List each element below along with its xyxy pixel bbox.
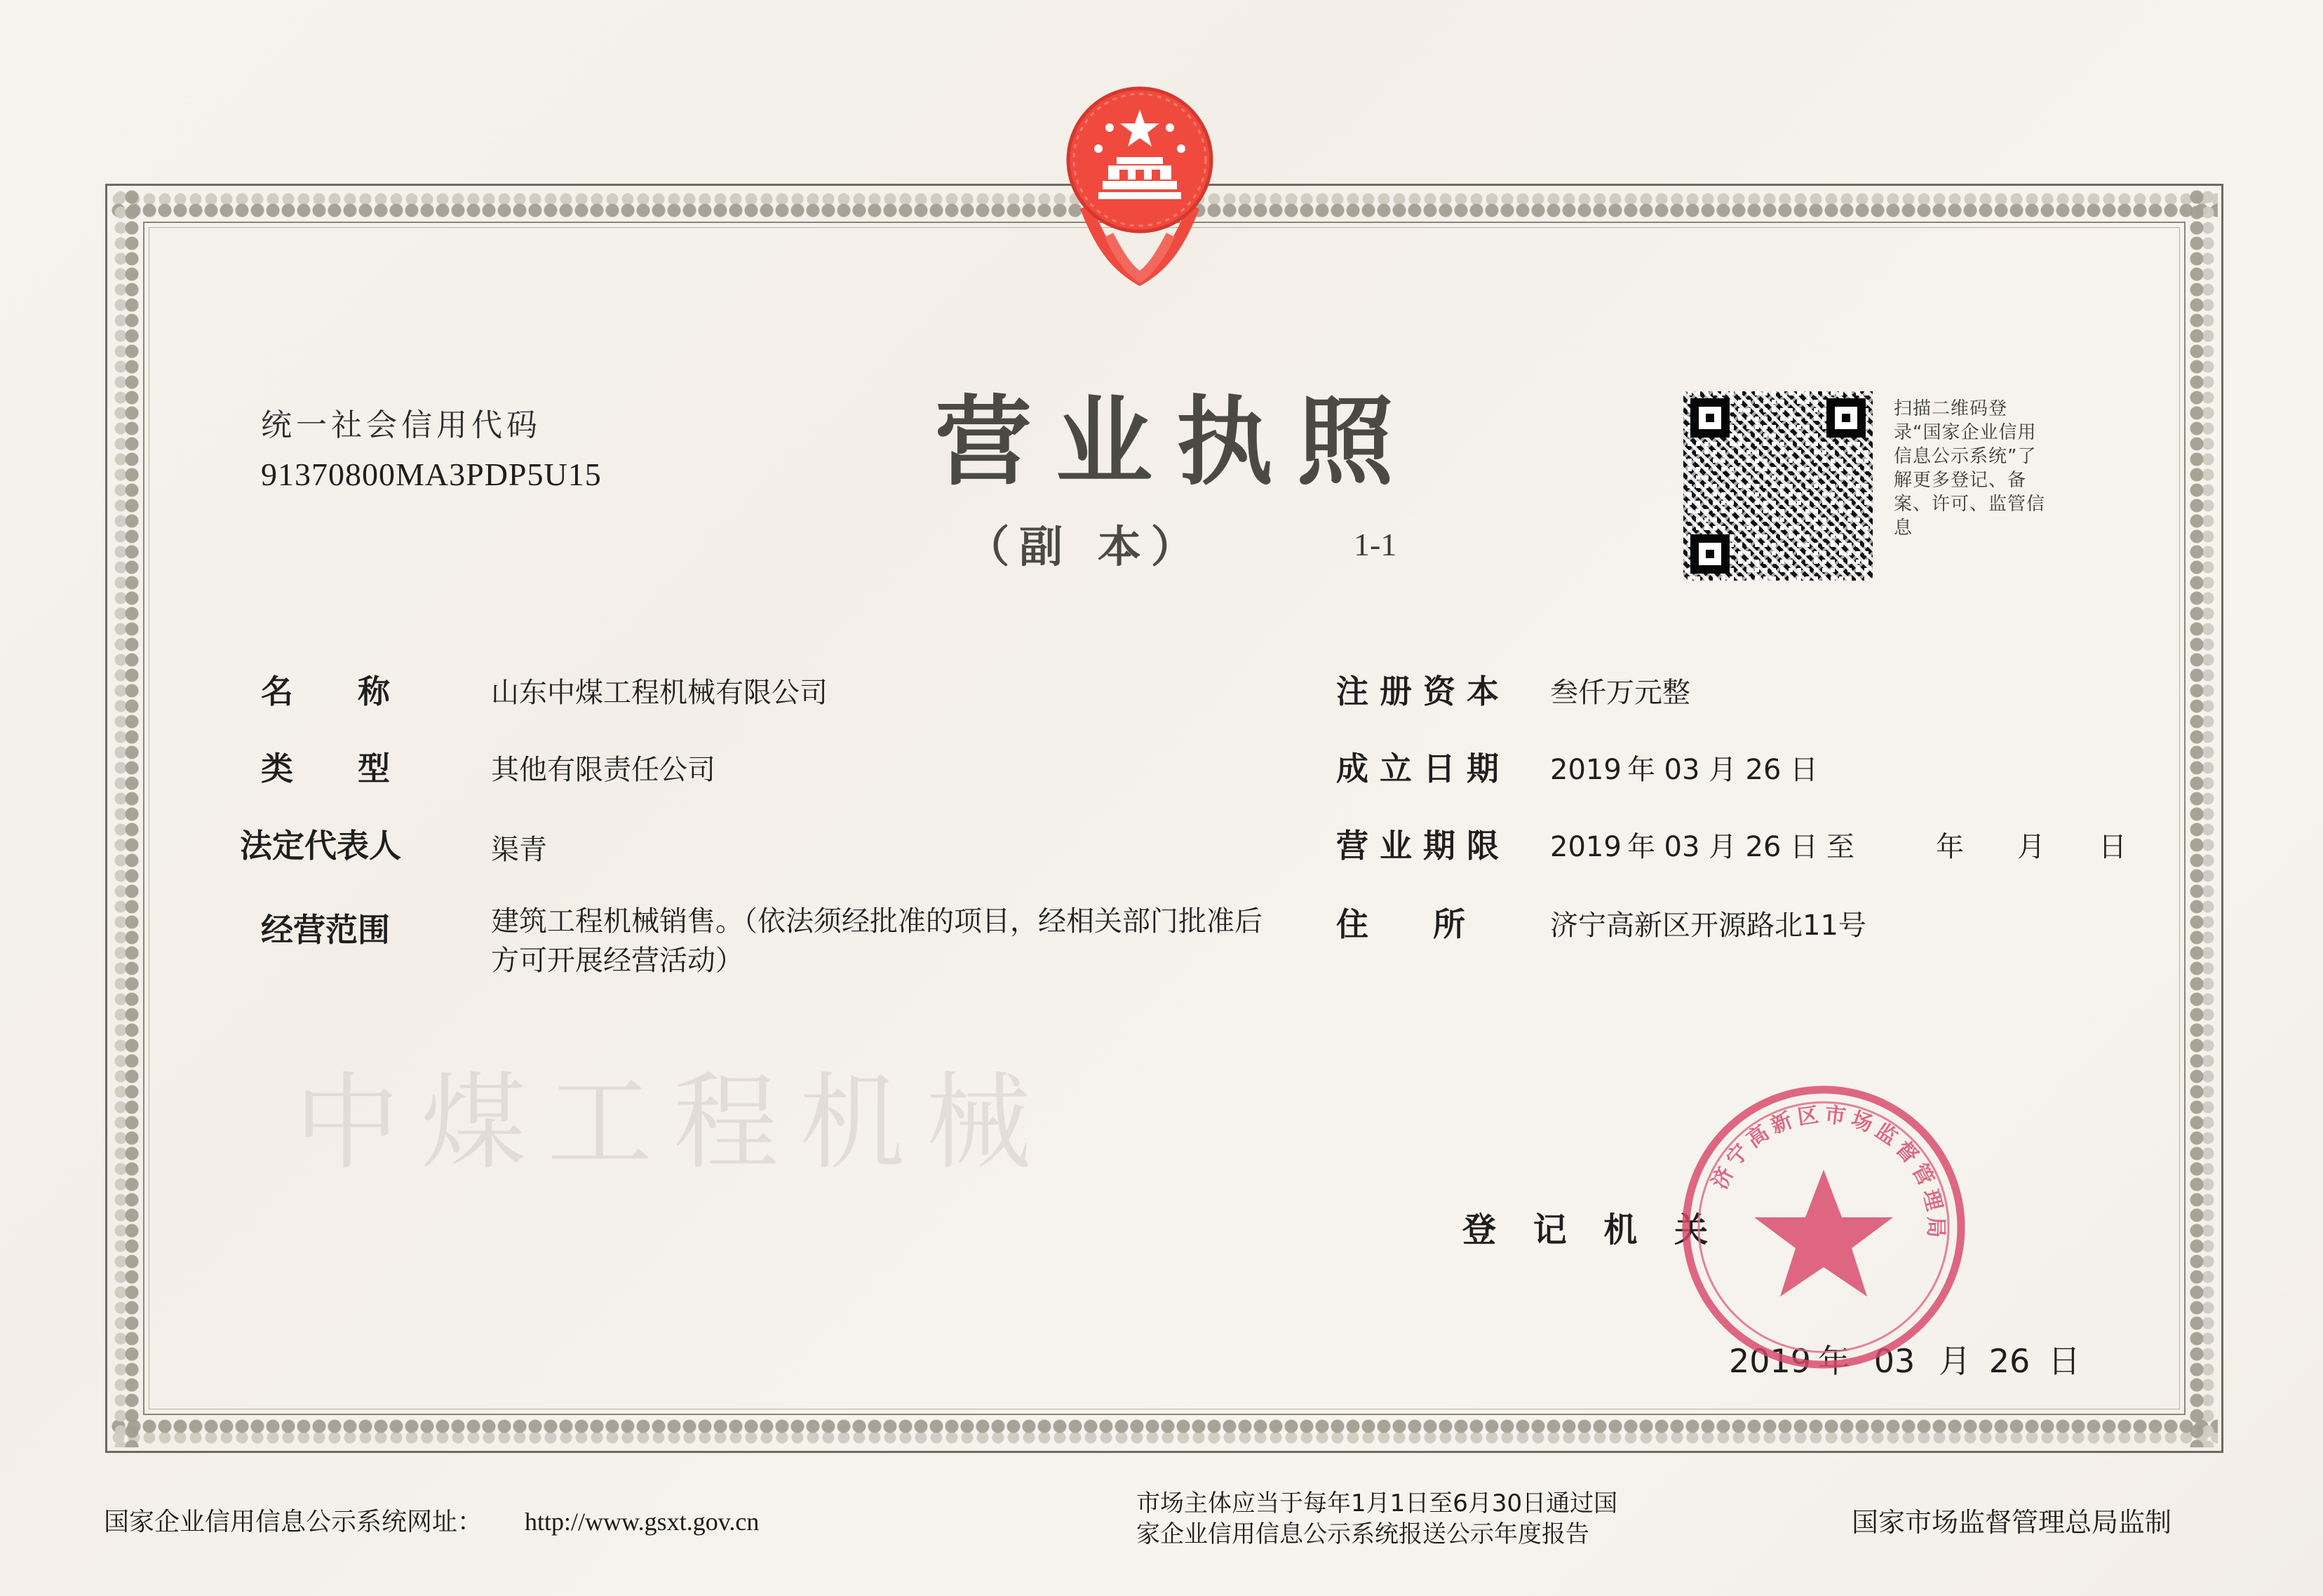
national-emblem-icon bbox=[1038, 76, 1241, 300]
qr-code-note: 扫描二维码登录“国家企业信用信息公示系统”了解更多登记、备案、许可、监管信息 bbox=[1894, 398, 2046, 539]
svg-text:高: 高 bbox=[1742, 1120, 1774, 1153]
field-value-business-term bbox=[1550, 825, 2131, 865]
qr-eye-top-left bbox=[1690, 398, 1730, 438]
svg-text:济: 济 bbox=[1707, 1163, 1739, 1193]
established-year-unit: 年 bbox=[1627, 754, 1655, 786]
watermark-text: 中煤工程机械 bbox=[295, 1062, 1053, 1184]
term-from-month: 03 bbox=[1664, 831, 1700, 863]
page-title: 营业执照 bbox=[934, 386, 1418, 499]
footer-left-label: 国家企业信用信息公示系统网址： bbox=[104, 1508, 483, 1536]
copy-number: 1-1 bbox=[1354, 527, 1397, 562]
field-label-address: 住 所 bbox=[1336, 905, 1465, 943]
field-value-established-date bbox=[1550, 748, 1822, 787]
term-from-year-unit: 年 bbox=[1627, 831, 1655, 863]
registrar-month-unit: 月 bbox=[1939, 1342, 1971, 1380]
red-official-seal-icon bbox=[1676, 1080, 1971, 1374]
field-label-registered-capital: 注 册 资 本 bbox=[1336, 672, 1500, 710]
field-value-address: 济宁高新区开源路北11号 bbox=[1550, 909, 1866, 942]
qr-eye-top-right bbox=[1826, 398, 1866, 438]
svg-text:管: 管 bbox=[1906, 1159, 1939, 1190]
registrar-year-unit: 年 bbox=[1818, 1342, 1850, 1380]
svg-text:监: 监 bbox=[1870, 1118, 1902, 1151]
field-value-company-name: 山东中煤工程机械有限公司 bbox=[491, 677, 828, 709]
term-from-year: 2019 bbox=[1550, 831, 1622, 863]
svg-text:宁: 宁 bbox=[1721, 1139, 1754, 1172]
field-label-company-type: 类 型 bbox=[261, 750, 390, 787]
term-from-month-unit: 月 bbox=[1709, 831, 1737, 863]
term-from-day: 26 bbox=[1745, 831, 1782, 863]
svg-text:场: 场 bbox=[1847, 1107, 1876, 1137]
established-year: 2019 bbox=[1550, 754, 1622, 786]
term-to-day-unit: 日 bbox=[2099, 831, 2127, 863]
qr-code-icon[interactable] bbox=[1683, 391, 1873, 581]
field-label-legal-representative: 法定代表人 bbox=[240, 827, 401, 865]
svg-text:区: 区 bbox=[1796, 1102, 1821, 1130]
registrar-month: 03 bbox=[1873, 1342, 1915, 1380]
term-to-year-unit: 年 bbox=[1936, 831, 1964, 863]
field-value-business-scope: 建筑工程机械销售。（依法须经批准的项目，经相关部门批准后方可开展经营活动） bbox=[491, 905, 1262, 977]
svg-text:局: 局 bbox=[1923, 1217, 1948, 1238]
svg-text:市: 市 bbox=[1823, 1102, 1847, 1130]
footer-center-line1: 市场主体应当于每年1月1日至6月30日通过国 bbox=[1136, 1489, 1618, 1517]
footer-right: 国家市场监督管理总局监制 bbox=[1852, 1507, 2172, 1538]
established-month: 03 bbox=[1664, 754, 1700, 786]
term-to-month-unit: 月 bbox=[2017, 831, 2045, 863]
svg-text:理: 理 bbox=[1918, 1186, 1947, 1214]
credit-code-label: 统一社会信用代码 bbox=[261, 407, 541, 443]
field-label-business-scope: 经营范围 bbox=[261, 911, 390, 949]
registrar-day: 26 bbox=[1988, 1342, 2031, 1380]
field-label-company-name: 名 称 bbox=[261, 672, 390, 710]
footer-center-line2: 家企业信用信息公示系统报送公示年度报告 bbox=[1136, 1520, 1589, 1548]
term-from-day-unit: 日 bbox=[1790, 831, 1818, 863]
field-label-business-term: 营 业 期 限 bbox=[1336, 827, 1500, 865]
field-value-legal-representative: 渠青 bbox=[491, 834, 547, 866]
term-to-word: 至 bbox=[1826, 831, 1854, 863]
registrar-label: 登 记 机 关 bbox=[1462, 1210, 1721, 1250]
established-day: 26 bbox=[1745, 754, 1782, 786]
registrar-day-unit: 日 bbox=[2048, 1342, 2080, 1380]
page-subtitle: （副 本） bbox=[966, 521, 1204, 572]
field-value-company-type: 其他有限责任公司 bbox=[491, 754, 715, 786]
field-label-established-date: 成 立 日 期 bbox=[1336, 750, 1500, 787]
established-month-unit: 月 bbox=[1709, 754, 1737, 786]
svg-text:督: 督 bbox=[1890, 1136, 1923, 1169]
established-day-unit: 日 bbox=[1790, 754, 1818, 786]
field-value-registered-capital: 叁仟万元整 bbox=[1550, 677, 1690, 709]
footer-url[interactable]: http://www.gsxt.gov.cn bbox=[525, 1508, 760, 1536]
svg-text:新: 新 bbox=[1767, 1108, 1796, 1139]
credit-code-value: 91370800MA3PDP5U15 bbox=[261, 457, 602, 492]
registrar-year: 2019 bbox=[1729, 1342, 1812, 1380]
qr-eye-bottom-left bbox=[1690, 534, 1730, 574]
